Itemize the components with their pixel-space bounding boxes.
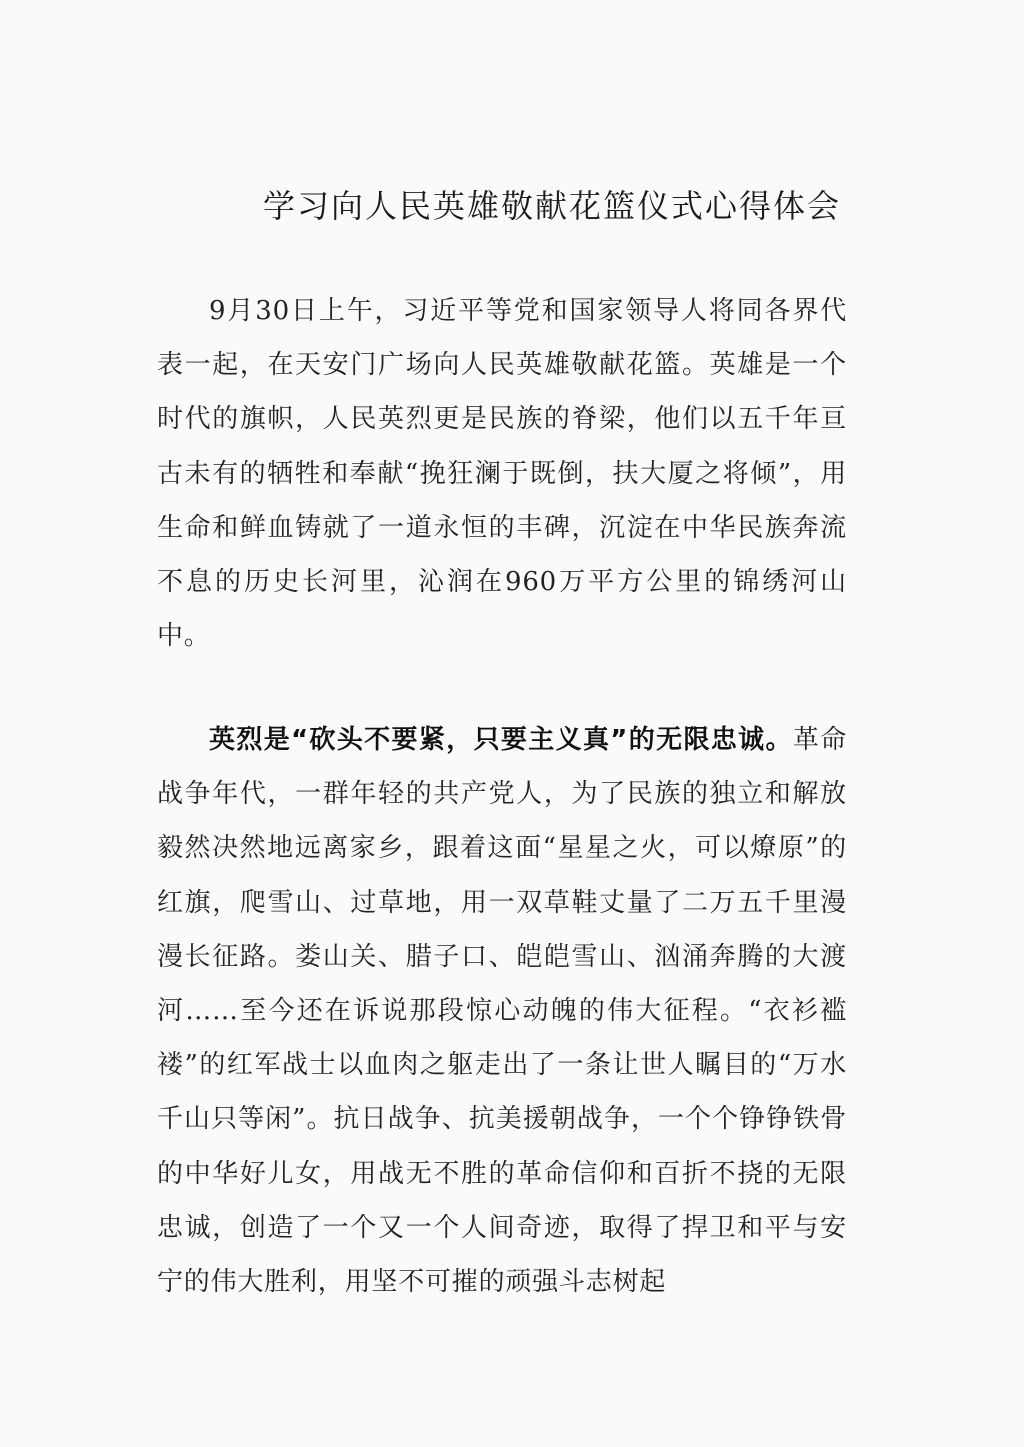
paragraph-2 xyxy=(157,713,847,1309)
paragraph-1-text: 9月30日上午，习近平等党和国家领导人将同各界代表一起，在天安门广场向人民英雄敬献花篮。英雄是一个时代的旗帜，人民英烈更是民族的脊梁，他们以五千年亘古未有的牺牲和奉献“挽狂澜于既倒，扶大厦之将倾”，用生命和鲜血铸就了一道永恒的丰碑，沉淀在中华民族奔流不息的历史长河里，沁润在960万平方公里的锦绣河山中。 xyxy=(157,296,847,652)
paragraph-1 xyxy=(157,284,847,663)
paragraph-2-text: 革命战争年代，一群年轻的共产党人，为了民族的独立和解放毅然决然地远离家乡，跟着这面“星星之火，可以燎原”的红旗，爬雪山、过草地，用一双草鞋丈量了二万五千里漫漫长征路。娄山关、腊子口、皑皑雪山、汹涌奔腾的大渡河……至今还在诉说那段惊心动魄的伟大征程。“衣衫褴褛”的红军战士以血肉之躯走出了一条让世人瞩目的“万水千山只等闲”。抗日战争、抗美援朝战争，一个个铮铮铁骨的中华好儿女，用战无不胜的革命信仰和百折不挠的无限忠诚，创造了一个又一个人间奇迹，取得了捍卫和平与安宁的伟大胜利，用坚不可摧的顽强斗志树起 xyxy=(157,725,847,1298)
paragraph-2-lead: 英烈是“砍头不要紧，只要主义真”的无限忠诚。 xyxy=(209,725,793,755)
document-title: 学习向人民英雄敬献花篮仪式心得体会 xyxy=(262,187,841,225)
